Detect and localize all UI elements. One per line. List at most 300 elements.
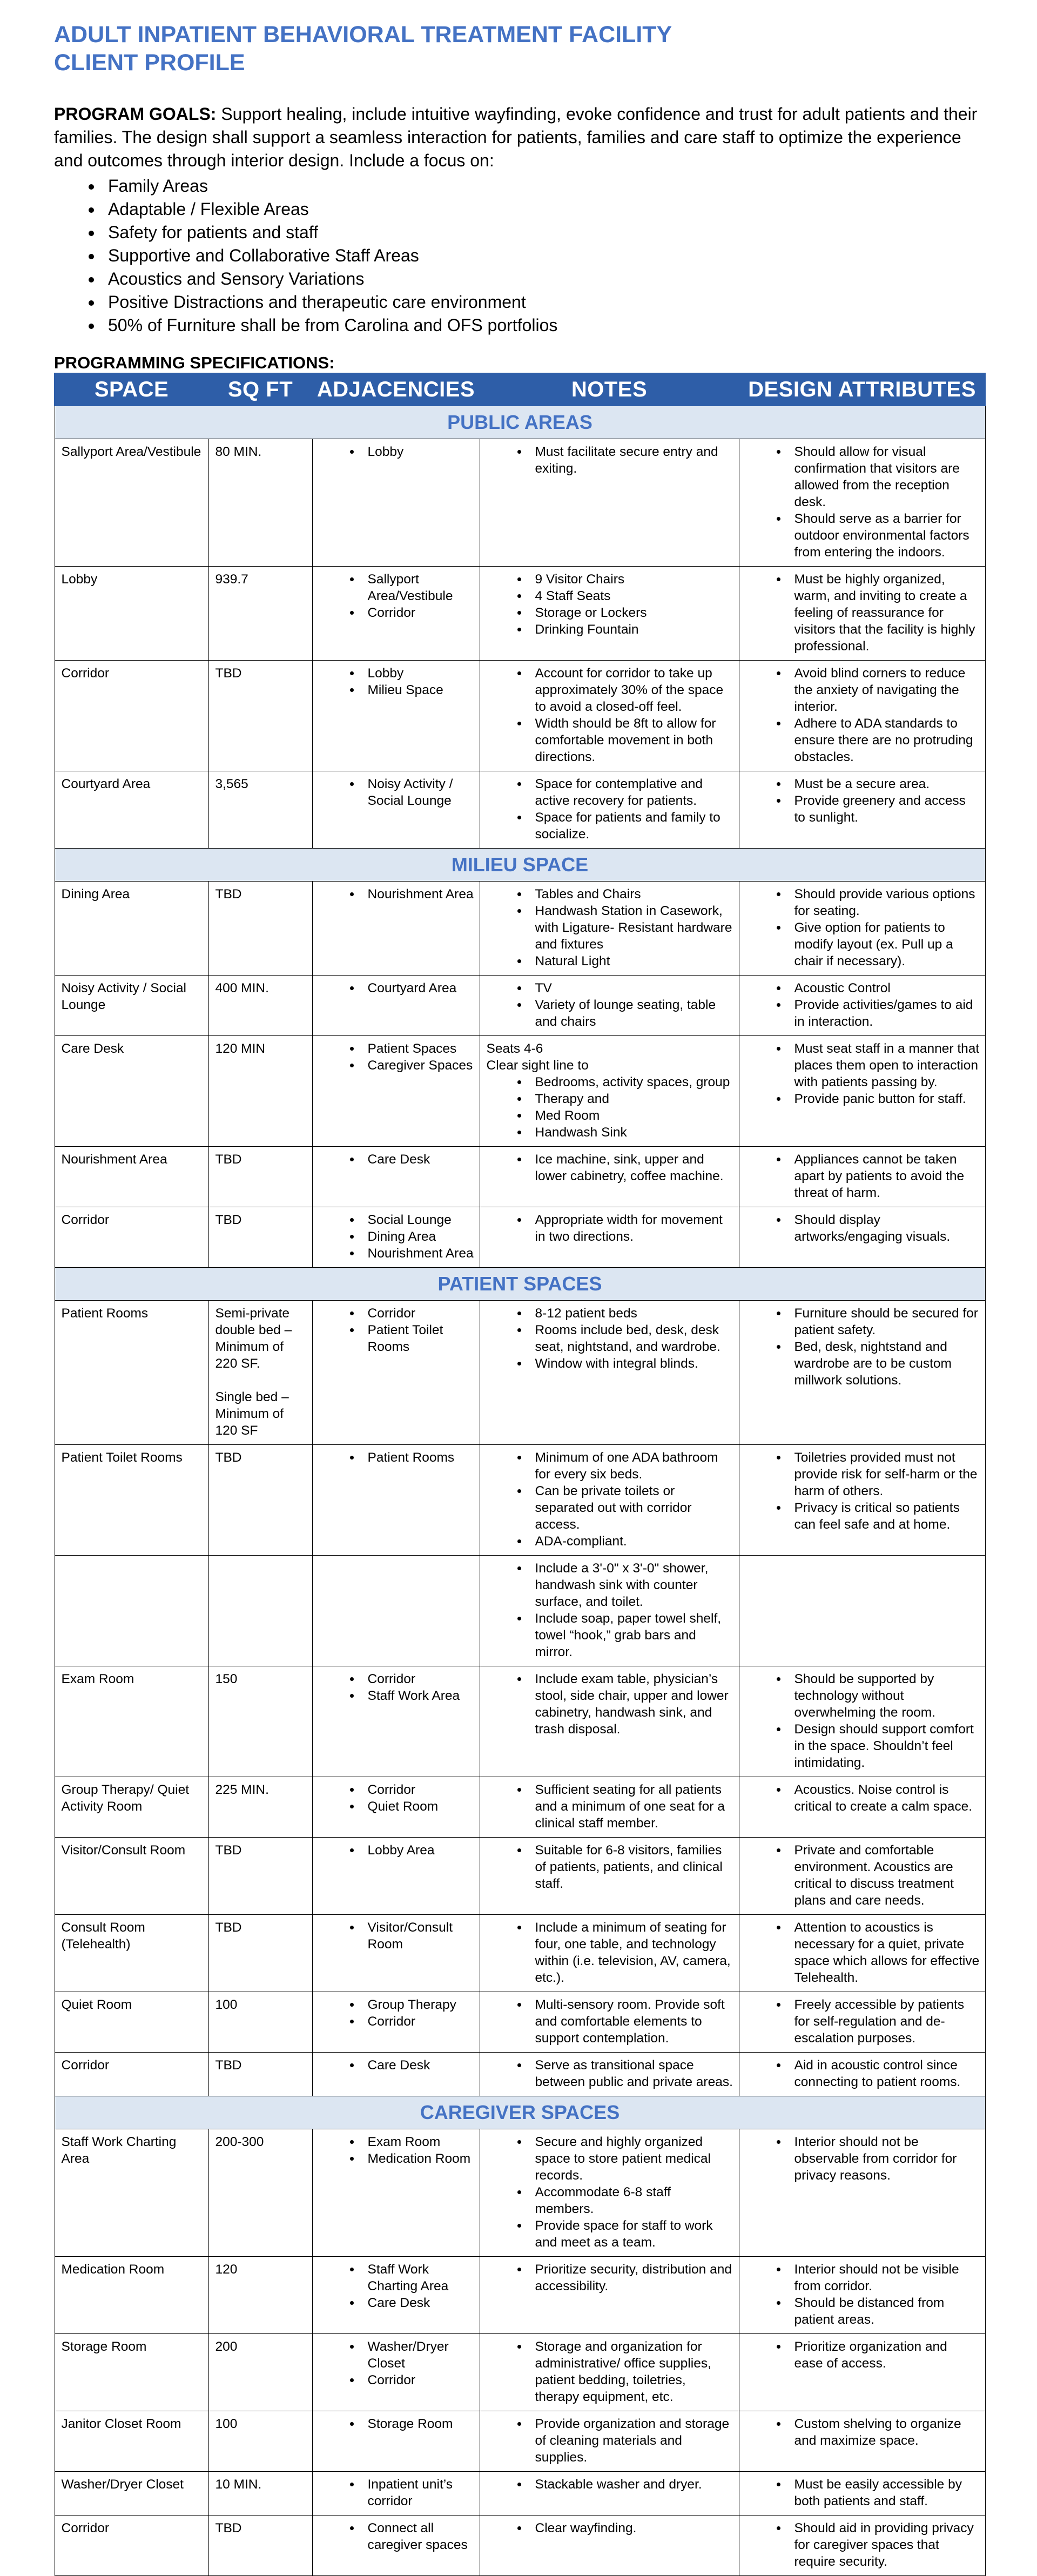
sq-ft-cell xyxy=(208,1556,312,1666)
design-attributes-cell xyxy=(739,1445,985,1556)
table-row xyxy=(55,2257,985,2334)
note-list xyxy=(487,1919,733,1986)
note-item: • Stackable washer and dryer. xyxy=(529,2476,733,2493)
document-title xyxy=(54,21,972,77)
adjacencies-cell xyxy=(312,2053,480,2096)
adjacency-list xyxy=(319,1781,474,1815)
sq-ft-cell: Semi-private double bed – Minimum of 220 SF. Single bed – Minimum of 120 SF xyxy=(208,1301,312,1445)
sq-ft-cell: TBD xyxy=(208,1445,312,1556)
adjacencies-cell xyxy=(312,2129,480,2257)
sq-ft-cell: 225 MIN. xyxy=(208,1777,312,1838)
adjacency-item: • Corridor xyxy=(361,1781,474,1798)
design-attribute-item: • Attention to acoustics is necessary for a quiet, private space which allows for effective Telehealth. xyxy=(788,1919,980,1986)
goal-item: • Adaptable / Flexible Areas xyxy=(103,198,988,221)
adjacency-item: • Patient Rooms xyxy=(361,1449,474,1466)
design-attribute-item: • Must be easily accessible by both patients and staff. xyxy=(788,2476,980,2510)
table-row xyxy=(55,1666,985,1777)
notes-cell xyxy=(480,2129,739,2257)
note-list xyxy=(487,1305,733,1372)
sq-ft-cell: TBD xyxy=(208,2516,312,2576)
table-row xyxy=(55,976,985,1036)
notes-cell xyxy=(480,1777,739,1838)
design-attributes-cell xyxy=(739,1666,985,1777)
design-attribute-item: • Provide activities/games to aid in interaction. xyxy=(788,997,980,1030)
adjacencies-cell xyxy=(312,2411,480,2472)
table-row xyxy=(55,661,985,771)
notes-cell xyxy=(480,2053,739,2096)
sq-ft-cell: 939.7 xyxy=(208,567,312,661)
design-attributes-cell xyxy=(739,2129,985,2257)
adjacency-item: • Courtyard Area xyxy=(361,980,474,997)
design-attribute-item: • Private and comfortable environment. Acoustics are critical to discuss treatment plans and care needs. xyxy=(788,1842,980,1909)
note-list xyxy=(487,2520,733,2537)
adjacencies-cell xyxy=(312,567,480,661)
adjacencies-cell xyxy=(312,661,480,771)
design-attributes-cell xyxy=(739,1838,985,1915)
space-cell: Care Desk xyxy=(55,1036,208,1147)
note-item: • Drinking Fountain xyxy=(529,621,733,638)
space-cell: Noisy Activity / Social Lounge xyxy=(55,976,208,1036)
notes-cell xyxy=(480,1207,739,1268)
note-item: • Provide organization and storage of cleaning materials and supplies. xyxy=(529,2416,733,2466)
design-attribute-item: • Custom shelving to organize and maximize space. xyxy=(788,2416,980,2449)
design-attributes-cell xyxy=(739,771,985,849)
sq-ft-cell: TBD xyxy=(208,661,312,771)
design-attributes-cell xyxy=(739,439,985,567)
design-attributes-cell xyxy=(739,2334,985,2411)
design-attributes-cell xyxy=(739,1301,985,1445)
adjacency-item: • Medication Room xyxy=(361,2150,474,2167)
space-cell: Corridor xyxy=(55,2053,208,2096)
section-row xyxy=(55,849,985,882)
sq-ft-cell: 200 xyxy=(208,2334,312,2411)
space-cell: Storage Room xyxy=(55,2334,208,2411)
adjacencies-cell xyxy=(312,1445,480,1556)
section-row xyxy=(55,406,985,439)
design-attribute-item: • Should aid in providing privacy for caregiver spaces that require security. xyxy=(788,2520,980,2570)
table-row xyxy=(55,2472,985,2516)
sq-ft-cell: 100 xyxy=(208,2411,312,2472)
adjacency-item: • Lobby Area xyxy=(361,1842,474,1859)
note-item: • Appropriate width for movement in two directions. xyxy=(529,1212,733,1245)
sq-ft-cell: 150 xyxy=(208,1666,312,1777)
goal-list xyxy=(54,174,988,337)
space-cell: Corridor xyxy=(55,2516,208,2576)
design-attribute-list xyxy=(746,1212,980,1245)
note-item: • Tables and Chairs xyxy=(529,886,733,903)
space-cell: Quiet Room xyxy=(55,1992,208,2053)
design-attribute-list xyxy=(746,571,980,655)
design-attribute-list xyxy=(746,443,980,561)
notes-intro: Seats 4-6 Clear sight line to xyxy=(486,1041,589,1073)
section-heading: CAREGIVER SPACES xyxy=(55,2096,985,2129)
design-attribute-list xyxy=(746,2338,980,2372)
design-attributes-cell xyxy=(739,567,985,661)
design-attribute-item: • Give option for patients to modify layout (ex. Pull up a chair if necessary). xyxy=(788,919,980,970)
design-attribute-item: • Must be highly organized, warm, and inviting to create a feeling of reassurance for visitors that the facility is highly professional. xyxy=(788,571,980,655)
note-item: • Accommodate 6-8 staff members. xyxy=(529,2184,733,2217)
adjacency-item: • Milieu Space xyxy=(361,682,474,698)
design-attribute-item: • Must seat staff in a manner that places them open to interaction with patients passing by. xyxy=(788,1040,980,1091)
adjacencies-cell xyxy=(312,1992,480,2053)
notes-cell xyxy=(480,2472,739,2516)
design-attribute-item: • Provide greenery and access to sunlight. xyxy=(788,792,980,826)
table-row xyxy=(55,2411,985,2472)
adjacency-item: • Quiet Room xyxy=(361,1798,474,1815)
design-attribute-list xyxy=(746,1996,980,2047)
note-item: • Include exam table, physician’s stool, side chair, upper and lower cabinetry, handwash sink, and trash disposal. xyxy=(529,1671,733,1738)
note-item: • Bedrooms, activity spaces, group xyxy=(529,1074,733,1091)
sq-ft-cell: 200-300 xyxy=(208,2129,312,2257)
adjacency-item: • Corridor xyxy=(361,2013,474,2030)
design-attribute-list xyxy=(746,665,980,765)
notes-cell xyxy=(480,2334,739,2411)
notes-cell xyxy=(480,1915,739,1992)
adjacency-list xyxy=(319,1919,474,1953)
design-attribute-list xyxy=(746,1671,980,1771)
design-attributes-cell xyxy=(739,2053,985,2096)
adjacency-list xyxy=(319,1842,474,1859)
adjacency-item: • Washer/Dryer Closet xyxy=(361,2338,474,2372)
design-attribute-item: • Privacy is critical so patients can feel safe and at home. xyxy=(788,1499,980,1533)
note-item: • Ice machine, sink, upper and lower cabinetry, coffee machine. xyxy=(529,1151,733,1185)
design-attribute-list xyxy=(746,2476,980,2510)
adjacency-item: • Corridor xyxy=(361,1671,474,1687)
design-attributes-cell xyxy=(739,661,985,771)
adjacencies-cell xyxy=(312,1301,480,1445)
adjacencies-cell xyxy=(312,1147,480,1207)
header-sq-ft: SQ FT xyxy=(208,373,312,406)
design-attribute-list xyxy=(746,2057,980,2090)
note-item: • 9 Visitor Chairs xyxy=(529,571,733,588)
note-item: • Clear wayfinding. xyxy=(529,2520,733,2537)
note-item: • Rooms include bed, desk, desk seat, nightstand, and wardrobe. xyxy=(529,1322,733,1355)
adjacency-list xyxy=(319,1671,474,1704)
sq-ft-cell: 100 xyxy=(208,1992,312,2053)
adjacency-list xyxy=(319,2476,474,2510)
programming-specifications-table xyxy=(54,373,986,2576)
adjacencies-cell xyxy=(312,771,480,849)
note-item: • Space for contemplative and active recovery for patients. xyxy=(529,776,733,809)
note-item: • Therapy and xyxy=(529,1091,733,1107)
title-line-2: CLIENT PROFILE xyxy=(54,50,245,76)
note-item: • Width should be 8ft to allow for comfortable movement in both directions. xyxy=(529,715,733,765)
adjacency-item: • Lobby xyxy=(361,443,474,460)
design-attribute-item: • Furniture should be secured for patient safety. xyxy=(788,1305,980,1339)
note-list xyxy=(487,1212,733,1245)
programming-specifications-label: PROGRAMMING SPECIFICATIONS: xyxy=(54,353,335,372)
adjacencies-cell xyxy=(312,1666,480,1777)
note-item: • Provide space for staff to work and meet as a team. xyxy=(529,2217,733,2251)
note-list xyxy=(487,443,733,477)
space-cell: Courtyard Area xyxy=(55,771,208,849)
notes-cell xyxy=(480,1556,739,1666)
space-cell: Janitor Closet Room xyxy=(55,2411,208,2472)
design-attribute-item: • Should be supported by technology without overwhelming the room. xyxy=(788,1671,980,1721)
section-heading: PATIENT SPACES xyxy=(55,1268,985,1301)
adjacency-list xyxy=(319,2338,474,2389)
adjacency-item: • Caregiver Spaces xyxy=(361,1057,474,1074)
adjacency-item: • Sallyport Area/Vestibule xyxy=(361,571,474,604)
table-row xyxy=(55,2053,985,2096)
goal-item: • Safety for patients and staff xyxy=(103,221,988,244)
sq-ft-cell: 80 MIN. xyxy=(208,439,312,567)
table-row xyxy=(55,1036,985,1147)
section-heading: MILIEU SPACE xyxy=(55,849,985,882)
design-attribute-item: • Toiletries provided must not provide risk for self-harm or the harm of others. xyxy=(788,1449,980,1499)
note-item: • Include a 3'-0" x 3'-0" shower, handwash sink with counter surface, and toilet. xyxy=(529,1560,733,1610)
adjacencies-cell xyxy=(312,882,480,976)
note-item: • Can be private toilets or separated out with corridor access. xyxy=(529,1483,733,1533)
section-row xyxy=(55,1268,985,1301)
sq-ft-cell: TBD xyxy=(208,1147,312,1207)
design-attribute-list xyxy=(746,2416,980,2449)
design-attributes-cell xyxy=(739,1915,985,1992)
adjacencies-cell xyxy=(312,1207,480,1268)
adjacency-item: • Dining Area xyxy=(361,1228,474,1245)
design-attribute-list xyxy=(746,1449,980,1533)
design-attributes-cell xyxy=(739,2472,985,2516)
adjacency-item: • Corridor xyxy=(361,2372,474,2389)
design-attribute-list xyxy=(746,1305,980,1389)
adjacency-list xyxy=(319,1040,474,1074)
design-attribute-list xyxy=(746,2134,980,2184)
space-cell: Visitor/Consult Room xyxy=(55,1838,208,1915)
adjacency-item: • Staff Work Charting Area xyxy=(361,2261,474,2295)
goal-item: • Family Areas xyxy=(103,174,988,198)
adjacency-list xyxy=(319,1449,474,1466)
note-list xyxy=(487,886,733,970)
design-attribute-list xyxy=(746,1781,980,1815)
program-goals-label: PROGRAM GOALS: xyxy=(54,104,217,124)
design-attribute-item: • Interior should not be observable from corridor for privacy reasons. xyxy=(788,2134,980,2184)
adjacencies-cell xyxy=(312,1036,480,1147)
table-row xyxy=(55,439,985,567)
adjacency-item: • Care Desk xyxy=(361,2295,474,2311)
adjacencies-cell xyxy=(312,1777,480,1838)
note-list xyxy=(487,980,733,1030)
design-attribute-list xyxy=(746,1040,980,1107)
design-attribute-item: • Must be a secure area. xyxy=(788,776,980,792)
design-attribute-item: • Should provide various options for seating. xyxy=(788,886,980,919)
note-list xyxy=(487,2476,733,2493)
space-cell: Group Therapy/ Quiet Activity Room xyxy=(55,1777,208,1838)
design-attribute-list xyxy=(746,2520,980,2570)
note-list xyxy=(487,1842,733,1892)
design-attribute-item: • Prioritize organization and ease of access. xyxy=(788,2338,980,2372)
header-space: SPACE xyxy=(55,373,208,406)
adjacencies-cell xyxy=(312,439,480,567)
title-line-1: ADULT INPATIENT BEHAVIORAL TREATMENT FACILITY xyxy=(54,22,672,48)
notes-cell xyxy=(480,1147,739,1207)
design-attributes-cell xyxy=(739,976,985,1036)
notes-cell xyxy=(480,1036,739,1147)
section-row xyxy=(55,2096,985,2129)
adjacencies-cell xyxy=(312,2257,480,2334)
design-attribute-item: • Acoustic Control xyxy=(788,980,980,997)
adjacency-list xyxy=(319,1305,474,1355)
note-list xyxy=(487,776,733,843)
sq-ft-cell: TBD xyxy=(208,2053,312,2096)
adjacency-item: • Exam Room xyxy=(361,2134,474,2150)
design-attribute-item: • Bed, desk, nightstand and wardrobe are to be custom millwork solutions. xyxy=(788,1339,980,1389)
table-row xyxy=(55,1445,985,1556)
adjacency-list xyxy=(319,1212,474,1262)
design-attribute-list xyxy=(746,886,980,970)
design-attribute-list xyxy=(746,1151,980,1201)
notes-cell xyxy=(480,2257,739,2334)
design-attribute-list xyxy=(746,1842,980,1909)
note-item: • Natural Light xyxy=(529,953,733,970)
design-attribute-item: • Provide panic button for staff. xyxy=(788,1091,980,1107)
notes-cell xyxy=(480,567,739,661)
table-row xyxy=(55,2129,985,2257)
note-item: • Handwash Station in Casework, with Ligature- Resistant hardware and fixtures xyxy=(529,903,733,953)
sq-ft-cell: 10 MIN. xyxy=(208,2472,312,2516)
goal-item: • Positive Distractions and therapeutic care environment xyxy=(103,291,988,314)
sq-ft-cell: TBD xyxy=(208,882,312,976)
design-attributes-cell xyxy=(739,1036,985,1147)
table-row xyxy=(55,1915,985,1992)
adjacencies-cell xyxy=(312,2334,480,2411)
table-row xyxy=(55,1777,985,1838)
adjacency-list xyxy=(319,571,474,621)
note-item: • Variety of lounge seating, table and chairs xyxy=(529,997,733,1030)
note-list xyxy=(487,2416,733,2466)
design-attribute-item: • Avoid blind corners to reduce the anxiety of navigating the interior. xyxy=(788,665,980,715)
design-attribute-item: • Should allow for visual confirmation that visitors are allowed from the reception desk. xyxy=(788,443,980,510)
design-attribute-list xyxy=(746,2261,980,2328)
adjacencies-cell xyxy=(312,2472,480,2516)
space-cell: Corridor xyxy=(55,1207,208,1268)
note-item: • 8-12 patient beds xyxy=(529,1305,733,1322)
adjacency-list xyxy=(319,1996,474,2030)
design-attributes-cell xyxy=(739,2257,985,2334)
note-list xyxy=(487,665,733,765)
program-goals-paragraph xyxy=(54,103,988,172)
note-item: • Include soap, paper towel shelf, towel “hook,” grab bars and mirror. xyxy=(529,1610,733,1660)
space-cell: Patient Toilet Rooms xyxy=(55,1445,208,1556)
note-item: • TV xyxy=(529,980,733,997)
adjacency-item: • Corridor xyxy=(361,1305,474,1322)
adjacency-item: • Connect all caregiver spaces xyxy=(361,2520,474,2553)
table-row xyxy=(55,771,985,849)
notes-cell xyxy=(480,2411,739,2472)
adjacency-item: • Lobby xyxy=(361,665,474,682)
notes-cell xyxy=(480,661,739,771)
sq-ft-cell: 400 MIN. xyxy=(208,976,312,1036)
adjacency-item: • Nourishment Area xyxy=(361,1245,474,1262)
adjacency-item: • Inpatient unit’s corridor xyxy=(361,2476,474,2510)
adjacency-list xyxy=(319,2134,474,2167)
note-item: • Med Room xyxy=(529,1107,733,1124)
note-item: • Handwash Sink xyxy=(529,1124,733,1141)
adjacency-item: • Visitor/Consult Room xyxy=(361,1919,474,1953)
design-attribute-item: • Should be distanced from patient areas. xyxy=(788,2295,980,2328)
header-notes: NOTES xyxy=(480,373,739,406)
space-cell xyxy=(55,1556,208,1666)
space-cell: Sallyport Area/Vestibule xyxy=(55,439,208,567)
design-attribute-list xyxy=(746,980,980,1030)
section-heading: PUBLIC AREAS xyxy=(55,406,985,439)
note-item: • Prioritize security, distribution and accessibility. xyxy=(529,2261,733,2295)
design-attribute-item: • Should serve as a barrier for outdoor environmental factors from entering the indoors. xyxy=(788,510,980,561)
goal-item: • Supportive and Collaborative Staff Areas xyxy=(103,244,988,267)
note-list xyxy=(487,1996,733,2047)
note-list xyxy=(487,1781,733,1832)
notes-cell xyxy=(480,1838,739,1915)
adjacency-item: • Care Desk xyxy=(361,2057,474,2074)
space-cell: Consult Room (Telehealth) xyxy=(55,1915,208,1992)
goal-item: • Acoustics and Sensory Variations xyxy=(103,267,988,291)
notes-cell xyxy=(480,1666,739,1777)
note-item: • Storage and organization for administrative/ office supplies, patient bedding, toiletries, therapy equipment, etc. xyxy=(529,2338,733,2405)
notes-cell xyxy=(480,439,739,567)
table-row xyxy=(55,1838,985,1915)
sq-ft-cell: 120 MIN xyxy=(208,1036,312,1147)
space-cell: Patient Rooms xyxy=(55,1301,208,1445)
adjacency-item: • Noisy Activity / Social Lounge xyxy=(361,776,474,809)
note-item: • Include a minimum of seating for four, one table, and technology within (i.e. television, AV, camera, etc.). xyxy=(529,1919,733,1986)
design-attributes-cell xyxy=(739,1207,985,1268)
design-attributes-cell xyxy=(739,1147,985,1207)
note-list xyxy=(487,1074,733,1141)
note-list xyxy=(487,571,733,638)
note-item: • Account for corridor to take up approximately 30% of the space to avoid a closed-off feel. xyxy=(529,665,733,715)
sq-ft-cell: TBD xyxy=(208,1838,312,1915)
design-attribute-item: • Appliances cannot be taken apart by patients to avoid the threat of harm. xyxy=(788,1151,980,1201)
space-cell: Corridor xyxy=(55,661,208,771)
notes-cell xyxy=(480,1301,739,1445)
adjacencies-cell xyxy=(312,1556,480,1666)
notes-cell xyxy=(480,882,739,976)
table-row xyxy=(55,1147,985,1207)
adjacency-list xyxy=(319,776,474,809)
table-row xyxy=(55,1556,985,1666)
notes-cell xyxy=(480,976,739,1036)
space-cell: Medication Room xyxy=(55,2257,208,2334)
note-item: • Window with integral blinds. xyxy=(529,1355,733,1372)
adjacencies-cell xyxy=(312,976,480,1036)
space-cell: Staff Work Charting Area xyxy=(55,2129,208,2257)
design-attribute-item: • Aid in acoustic control since connecting to patient rooms. xyxy=(788,2057,980,2090)
design-attribute-list xyxy=(746,776,980,826)
adjacency-item: • Group Therapy xyxy=(361,1996,474,2013)
space-cell: Washer/Dryer Closet xyxy=(55,2472,208,2516)
table-row xyxy=(55,567,985,661)
adjacency-item: • Corridor xyxy=(361,604,474,621)
program-goals-text: Support healing, include intuitive wayfinding, evoke confidence and trust for adult patients and their families. The design shall support a seamless interaction for patients, families and care staff to optimize the experience and outcomes through interior design. Include a focus on: xyxy=(54,104,978,170)
note-item: • Suitable for 6-8 visitors, families of patients, patients, and clinical staff. xyxy=(529,1842,733,1892)
note-item: • Space for patients and family to socialize. xyxy=(529,809,733,843)
note-list xyxy=(487,1151,733,1185)
adjacency-list xyxy=(319,2416,474,2432)
adjacency-list xyxy=(319,980,474,997)
table-body xyxy=(55,406,985,2576)
adjacency-item: • Patient Toilet Rooms xyxy=(361,1322,474,1355)
sq-ft-cell: 3,565 xyxy=(208,771,312,849)
design-attributes-cell xyxy=(739,1992,985,2053)
adjacency-list xyxy=(319,1151,474,1168)
adjacency-item: • Care Desk xyxy=(361,1151,474,1168)
adjacency-list xyxy=(319,2520,474,2553)
note-item: • ADA-compliant. xyxy=(529,1533,733,1550)
design-attribute-item: • Acoustics. Noise control is critical to create a calm space. xyxy=(788,1781,980,1815)
header-adjacencies: ADJACENCIES xyxy=(312,373,480,406)
adjacency-item: • Storage Room xyxy=(361,2416,474,2432)
table-row xyxy=(55,2334,985,2411)
space-cell: Exam Room xyxy=(55,1666,208,1777)
